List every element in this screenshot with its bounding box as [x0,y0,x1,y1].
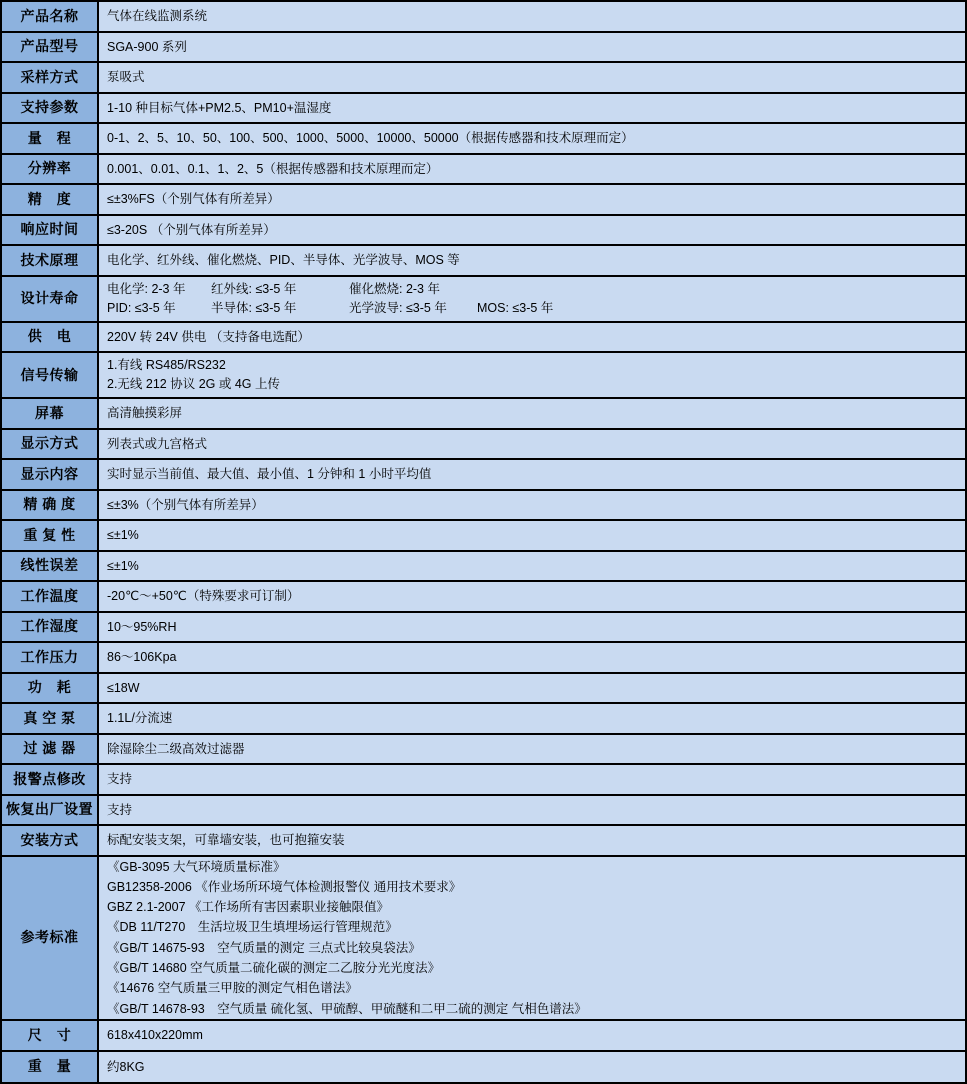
row-value: 10～95%RH [99,613,965,642]
row-label: 真 空 泵 [2,704,99,733]
row-label: 供 电 [2,323,99,352]
reference-standard-line: 《GB/T 14678-93 空气质量 硫化氢、甲硫醇、甲硫醚和二甲二硫的测定 气相色谱法》 [107,1001,587,1016]
row-value: 220V 转 24V 供电 （支持备电选配） [99,323,965,352]
spec-row-screen [2,399,965,430]
reference-standard-line: GBZ 2.1-2007 《工作场所有害因素职业接触限值》 [107,900,389,915]
row-label: 屏幕 [2,399,99,428]
row-label: 恢复出厂设置 [2,796,99,825]
row-label: 技术原理 [2,246,99,275]
row-value: 支持 [99,765,965,794]
row-value: 约8KG [99,1052,965,1083]
row-label: 分辨率 [2,155,99,184]
spec-row-range [2,124,965,155]
row-value: 1-10 种目标气体+PM2.5、PM10+温湿度 [99,94,965,123]
row-value: -20℃～+50℃（特殊要求可订制） [99,582,965,611]
spec-row-power-consumption [2,674,965,705]
row-label: 报警点修改 [2,765,99,794]
row-label: 支持参数 [2,94,99,123]
row-label: 参考标准 [2,857,99,1020]
row-label: 精 度 [2,185,99,214]
spec-row-product-name [2,2,965,33]
row-value: 86～106Kpa [99,643,965,672]
reference-standard-line: 《GB-3095 大气环境质量标准》 [107,859,286,874]
row-label: 过 滤 器 [2,735,99,764]
spec-row-signal-transmission [2,353,965,399]
spec-row-linearity-error [2,552,965,583]
spec-row-response-time [2,216,965,247]
row-label: 显示内容 [2,460,99,489]
row-value [99,857,965,1020]
row-label: 线性误差 [2,552,99,581]
spec-row-factory-reset [2,796,965,827]
reference-standard-line: GB12358-2006 《作业场所环境气体检测报警仪 通用技术要求》 [107,879,462,894]
row-value: 泵吸式 [99,63,965,92]
row-label: 工作湿度 [2,613,99,642]
row-value: ≤±3%FS（个别气体有所差异） [99,185,965,214]
spec-row-product-model [2,33,965,64]
design-life-cell: 催化燃烧: 2-3 年 [349,281,440,296]
row-value: 列表式或九宫格式 [99,430,965,459]
signal-line-2: 2.无线 212 协议 2G 或 4G 上传 [107,377,280,391]
spec-row-working-pressure [2,643,965,674]
row-label: 产品型号 [2,33,99,62]
row-value: 支持 [99,796,965,825]
spec-row-power-supply [2,323,965,354]
spec-row-reference-standards [2,857,965,1022]
row-label: 工作温度 [2,582,99,611]
spec-row-working-humidity [2,613,965,644]
design-life-cell: PID: ≤3-5 年 [107,300,176,315]
row-value: 1.1L/分流速 [99,704,965,733]
reference-standard-line: 《14676 空气质量三甲胺的测定气相色谱法》 [107,981,358,996]
signal-line-1: 1.有线 RS485/RS232 [107,358,226,372]
row-label: 重 复 性 [2,521,99,550]
row-value: 气体在线监测系统 [99,2,965,31]
row-label: 响应时间 [2,216,99,245]
row-value: ≤±1% [99,521,965,550]
row-value: 0.001、0.01、0.1、1、2、5（根据传感器和技术原理而定） [99,155,965,184]
row-value: 标配安装支架，可靠墙安装，也可抱箍安装 [99,826,965,855]
row-label: 信号传输 [2,353,99,397]
row-value: ≤3-20S （个别气体有所差异） [99,216,965,245]
row-label: 尺 寸 [2,1021,99,1050]
spec-row-weight [2,1052,965,1083]
row-label: 显示方式 [2,430,99,459]
spec-row-dimensions [2,1021,965,1052]
spec-row-repeatability [2,521,965,552]
row-value [99,277,965,321]
row-value: ≤±1% [99,552,965,581]
spec-row-display-mode [2,430,965,461]
row-value: 高清触摸彩屏 [99,399,965,428]
row-value: 618x410x220mm [99,1021,965,1050]
row-value: 除湿除尘二级高效过滤器 [99,735,965,764]
row-value: ≤±3%（个别气体有所差异） [99,491,965,520]
row-label: 重 量 [2,1052,99,1083]
row-value: 电化学、红外线、催化燃烧、PID、半导体、光学波导、MOS 等 [99,246,965,275]
reference-standard-line: 《GB/T 14675-93 空气质量的测定 三点式比较臭袋法》 [107,940,421,955]
spec-row-filter [2,735,965,766]
row-label: 采样方式 [2,63,99,92]
spec-row-supported-params [2,94,965,125]
row-label: 功 耗 [2,674,99,703]
spec-row-alarm-point-modify [2,765,965,796]
spec-row-precision [2,185,965,216]
spec-row-tech-principle [2,246,965,277]
spec-row-accuracy [2,491,965,522]
design-life-cell: 光学波导: ≤3-5 年 [349,300,447,315]
spec-row-resolution [2,155,965,186]
row-label: 精 确 度 [2,491,99,520]
design-life-line-2 [107,299,957,318]
spec-row-display-content [2,460,965,491]
row-value: 实时显示当前值、最大值、最小值、1 分钟和 1 小时平均值 [99,460,965,489]
design-life-cell: 电化学: 2-3 年 [107,281,186,296]
spec-row-sampling-method [2,63,965,94]
row-value: 0-1、2、5、10、50、100、500、1000、5000、10000、50000（根据传感器和技术原理而定） [99,124,965,153]
spec-row-design-life [2,277,965,323]
row-value: ≤18W [99,674,965,703]
row-value: SGA-900 系列 [99,33,965,62]
row-label: 量 程 [2,124,99,153]
row-label: 安装方式 [2,826,99,855]
design-life-cell: 红外线: ≤3-5 年 [211,281,297,296]
design-life-line-1 [107,280,957,299]
reference-standard-line: 《DB 11/T270 生活垃圾卫生填埋场运行管理规范》 [107,920,398,935]
row-value [99,353,965,397]
spec-row-vacuum-pump [2,704,965,735]
row-label: 工作压力 [2,643,99,672]
spec-row-installation [2,826,965,857]
row-label: 产品名称 [2,2,99,31]
row-label: 设计寿命 [2,277,99,321]
reference-standard-line: 《GB/T 14680 空气质量二硫化碳的测定二乙胺分光光度法》 [107,961,441,976]
design-life-cell: 半导体: ≤3-5 年 [211,300,297,315]
spec-row-working-temp [2,582,965,613]
design-life-cell: MOS: ≤3-5 年 [477,300,554,315]
